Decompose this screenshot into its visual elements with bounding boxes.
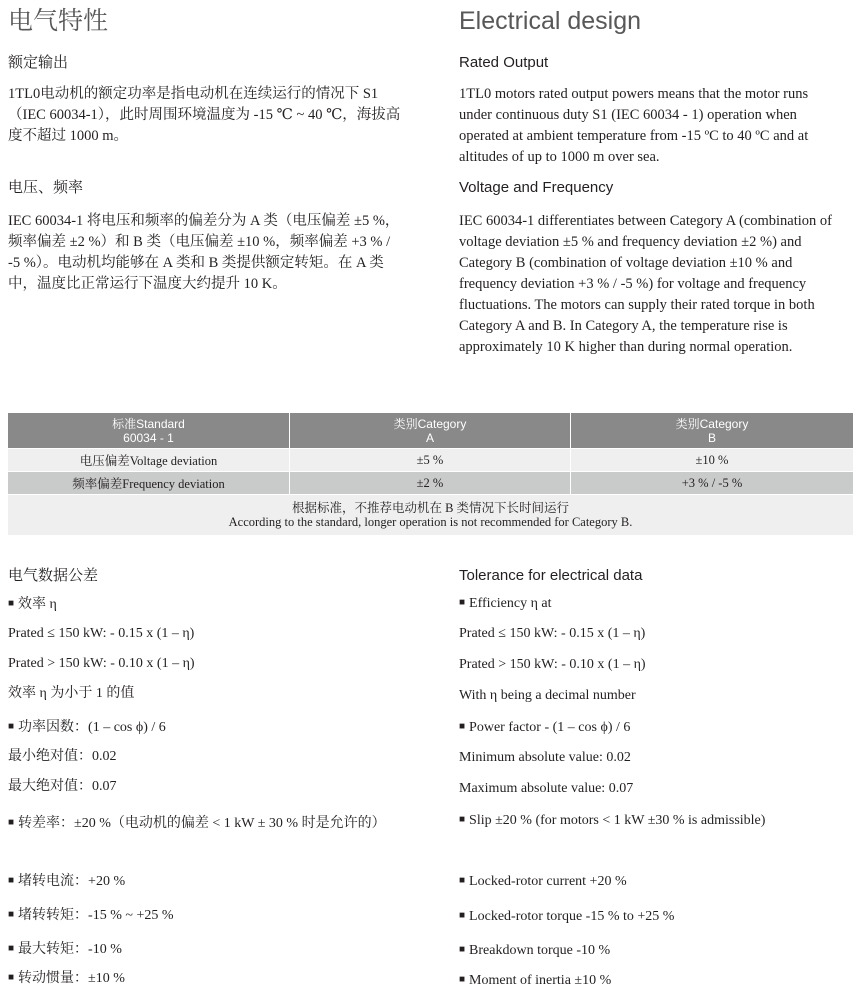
tolerance-item-zh: ■ 效率 η [8,597,57,612]
tolerance-item-en: ■ Efficiency η at [459,596,552,611]
bullet-icon: ■ [459,910,466,921]
table-row [8,449,853,472]
tolerance-item-en: Minimum absolute value: 0.02 [459,750,631,765]
voltage-frequency-heading-zh: 电压、频率 [8,179,84,196]
rated-output-text-en: 1TL0 motors rated output powers means that the motor runs under continuous duty S1 (IEC 60034 - 1) operation when operated at ambient temperature from -15 ºC to 40 ºC and at altitudes of up to 1000 m over sea. [459,86,809,165]
bullet-icon: ■ [8,909,15,920]
table-note-en: According to the standard, longer operation is not recommended for Category B. [228,515,633,529]
table-note [8,495,853,535]
table-cell: 电压偏差Voltage deviation [8,449,290,472]
bullet-icon: ■ [8,721,15,732]
tolerance-item-en: ■ Power factor - (1 – cos ϕ) / 6 [459,720,631,735]
header-line: 类别Category [393,416,467,431]
tolerance-heading-zh: 电气数据公差 [8,567,99,584]
tolerance-item-en: Maximum absolute value: 0.07 [459,781,634,796]
tolerance-item-en: ■ Moment of inertia ±10 % [459,973,612,988]
table-header-cell [8,413,290,449]
tolerance-item-zh: Prated ≤ 150 kW: - 0.15 x (1 – η) [8,626,195,641]
header-line: 类别Category [675,416,749,431]
tolerance-item-zh: ■ 最大转矩：-10 % [8,942,122,957]
rated-output-text-zh: 1TL0电动机的额定功率是指电动机在连续运行的情况下 S1（IEC 60034-1），此时周围环境温度为 -15 ℃ ~ 40 ℃，海拔高度不超过 1000 m。 [8,86,401,144]
tolerance-item-zh: 最小绝对值：0.02 [8,749,117,764]
tolerance-item-en: Prated > 150 kW: - 0.10 x (1 – η) [459,657,646,672]
table-row [8,472,853,495]
tolerance-item-zh: ■ 堵转转矩：-15 % ~ +25 % [8,908,174,923]
voltage-frequency-heading-en: Voltage and Frequency [459,179,614,196]
tolerance-item-en: With η being a decimal number [459,688,636,703]
page-title-en: Electrical design [459,7,642,35]
bullet-icon: ■ [8,598,15,609]
table-cell: ±2 % [290,472,571,495]
bullet-icon: ■ [459,875,466,886]
table-cell: ±10 % [571,449,853,472]
rated-output-heading-en: Rated Output [459,54,549,71]
table-header-cell [290,413,571,449]
bullet-icon: ■ [459,597,466,608]
bullet-icon: ■ [459,944,466,955]
tolerance-item-zh: 最大绝对值：0.07 [8,779,117,794]
bullet-icon: ■ [459,721,466,732]
tolerance-heading-en: Tolerance for electrical data [459,567,643,584]
tolerance-item-en: ■ Breakdown torque -10 % [459,943,611,958]
table-note-row [8,495,853,535]
tolerance-item-zh: ■ 转差率：±20 %（电动机的偏差 < 1 kW ± 30 % 时是允许的） [8,816,386,831]
table-header-cell [571,413,853,449]
table-cell: 频率偏差Frequency deviation [8,472,290,495]
table-cell: +3 % / -5 % [571,472,853,495]
table-header-row [8,413,853,449]
voltage-frequency-text-en: IEC 60034-1 differentiates between Category A (combination of voltage deviation ±5 % and frequency deviation ±2 %) and Category B (combination of voltage deviation ±10 % and frequency deviation +3 % / -5 %) for voltage and frequency fluctuations. The motors can supply their rated torque in both Category A and B. In Category A, the temperature rise is approximately 10 K higher than during normal operation. [459,213,833,355]
bullet-icon: ■ [8,817,15,828]
header-line: B [707,430,716,445]
tolerance-item-en: ■ Locked-rotor torque -15 % to +25 % [459,909,675,924]
voltage-frequency-text-zh: IEC 60034-1 将电压和频率的偏差分为 A 类（电压偏差 ±5 %，频率偏差 ±2 %）和 B 类（电压偏差 ±10 %，频率偏差 +3 % / -5 %）。电动机均能够在 A 类和 B 类提供额定转矩。在 A 类中，温度比正常运行下温度大约提升 10 K。 [8,213,400,292]
bullet-icon: ■ [459,814,466,825]
tolerance-item-en: ■ Locked-rotor current +20 % [459,874,627,889]
tolerance-item-zh: 效率 η 为小于 1 的值 [8,686,135,701]
bullet-icon: ■ [8,875,15,886]
tolerance-item-zh: ■ 堵转电流：+20 % [8,874,126,889]
header-line: 60034 - 1 [123,430,174,445]
page-title-zh: 电气特性 [8,7,109,35]
tolerance-item-zh: ■ 转动惯量：±10 % [8,971,125,986]
tolerance-item-zh: ■ 功率因数：(1 – cos ϕ) / 6 [8,720,166,735]
header-line: 标准Standard [112,416,185,431]
voltage-frequency-table [8,413,853,535]
table-note-zh: 根据标准，不推荐电动机在 B 类情况下长时间运行 [291,501,570,515]
tolerance-item-zh: Prated > 150 kW: - 0.10 x (1 – η) [8,656,195,671]
table-cell: ±5 % [290,449,571,472]
bullet-icon: ■ [8,943,15,954]
tolerance-item-en: Prated ≤ 150 kW: - 0.15 x (1 – η) [459,626,646,641]
bullet-icon: ■ [459,974,466,985]
rated-output-heading-zh: 额定输出 [8,54,69,71]
tolerance-item-en: ■ Slip ±20 % (for motors < 1 kW ±30 % is admissible) [459,813,766,828]
header-line: A [425,430,434,445]
bullet-icon: ■ [8,972,15,983]
